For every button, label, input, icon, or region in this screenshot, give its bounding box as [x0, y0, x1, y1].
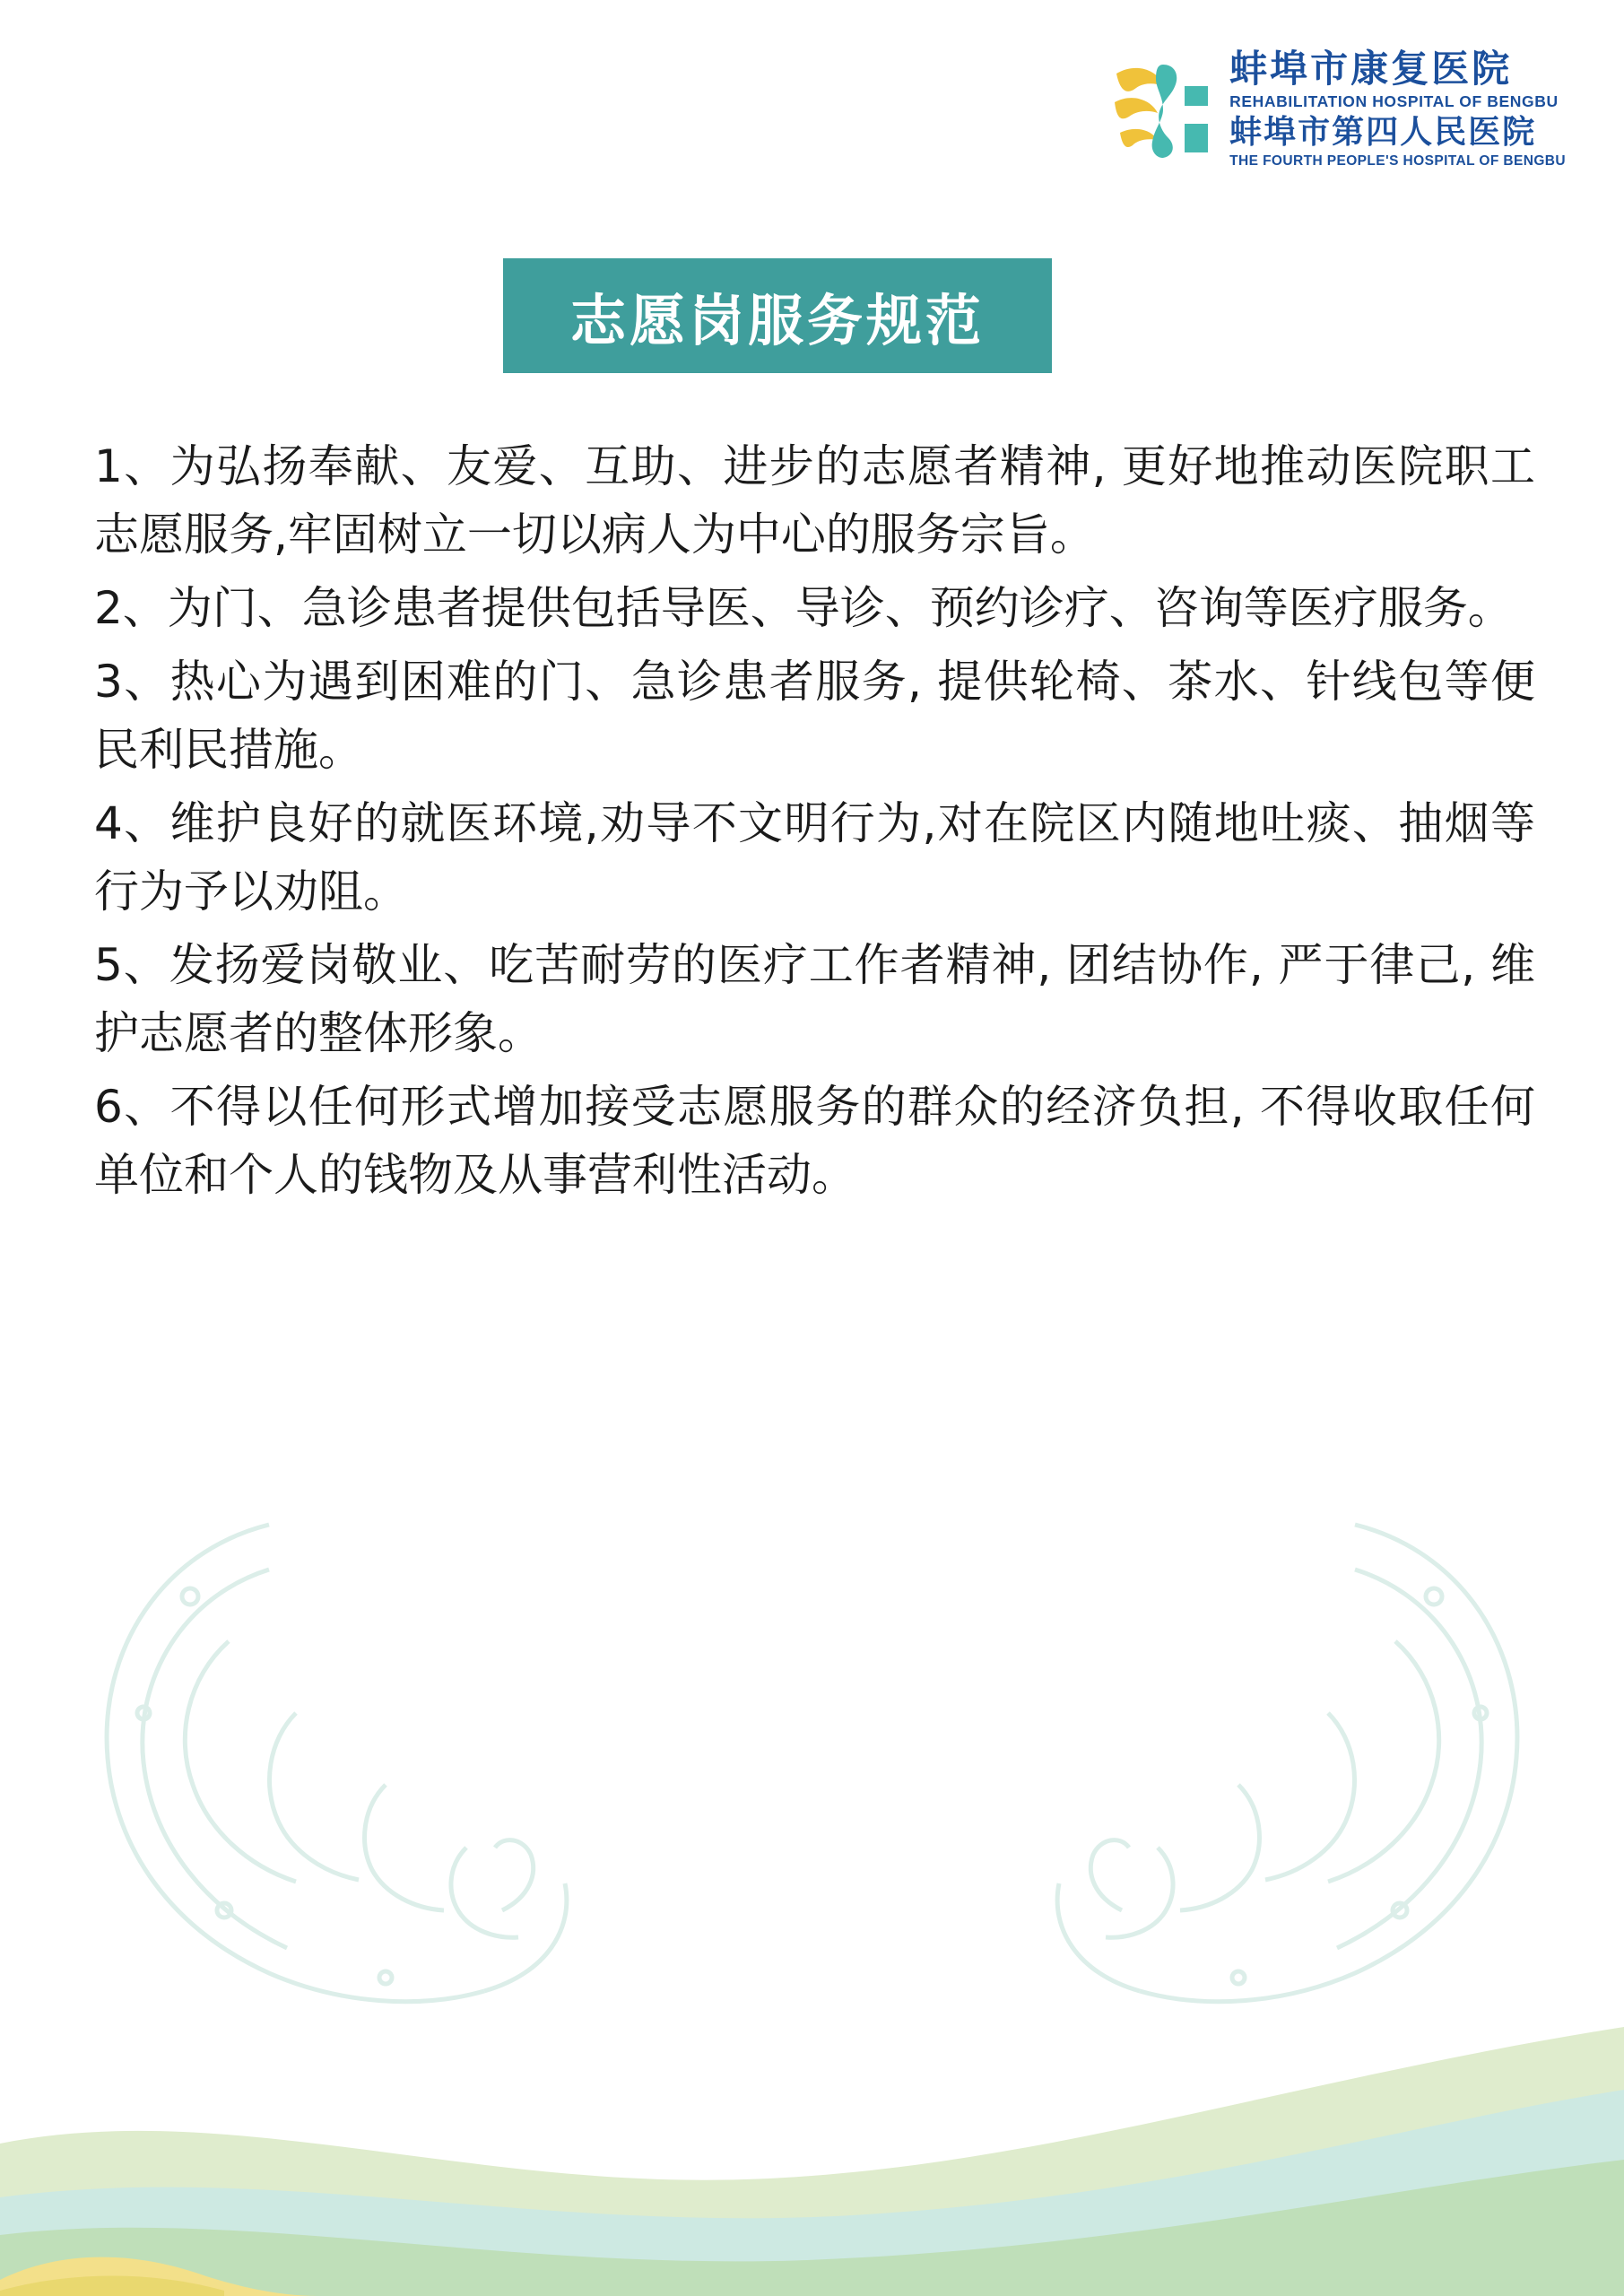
rule-item: 4、维护良好的就医环境,劝导不文明行为,对在院区内随地吐痰、抽烟等行为予以劝阻。: [94, 797, 1535, 918]
logo-en-name-2: THE FOURTH PEOPLE'S HOSPITAL OF BENGBU: [1229, 153, 1566, 170]
wave-decoration: [0, 1919, 1624, 2296]
logo-cn-name-1: 蚌埠市康复医院: [1229, 47, 1513, 91]
hospital-logo: [1107, 49, 1566, 170]
rule-item: 5、发扬爱岗敬业、吃苦耐劳的医疗工作者精神, 团结协作, 严于律己, 维护志愿者的整体形象。: [94, 939, 1535, 1059]
rule-item: 2、为门、急诊患者提供包括导医、导诊、预约诊疗、咨询等医疗服务。: [94, 582, 1513, 634]
page-title: 志愿岗服务规范: [569, 287, 985, 353]
page-title-banner: [503, 258, 1052, 373]
angel-wings-watermark: [0, 1489, 1624, 2045]
rules-list: [94, 432, 1535, 1214]
rule-item: 1、为弘扬奉献、友爱、互助、进步的志愿者精神, 更好地推动医院职工志愿服务,牢固树立一切以病人为中心的服务宗旨。: [94, 440, 1535, 561]
logo-cn-name-2: 蚌埠市第四人民医院: [1229, 114, 1537, 152]
hospital-logo-icon: [1107, 56, 1213, 163]
rule-item: 6、不得以任何形式增加接受志愿服务的群众的经济负担, 不得收取任何单位和个人的钱物及从事营利性活动。: [94, 1081, 1535, 1201]
rule-item: 3、热心为遇到困难的门、急诊患者服务, 提供轮椅、茶水、针线包等便民利民措施。: [94, 656, 1535, 776]
hospital-logo-text: [1229, 49, 1566, 170]
logo-en-name-1: REHABILITATION HOSPITAL OF BENGBU: [1229, 92, 1559, 111]
